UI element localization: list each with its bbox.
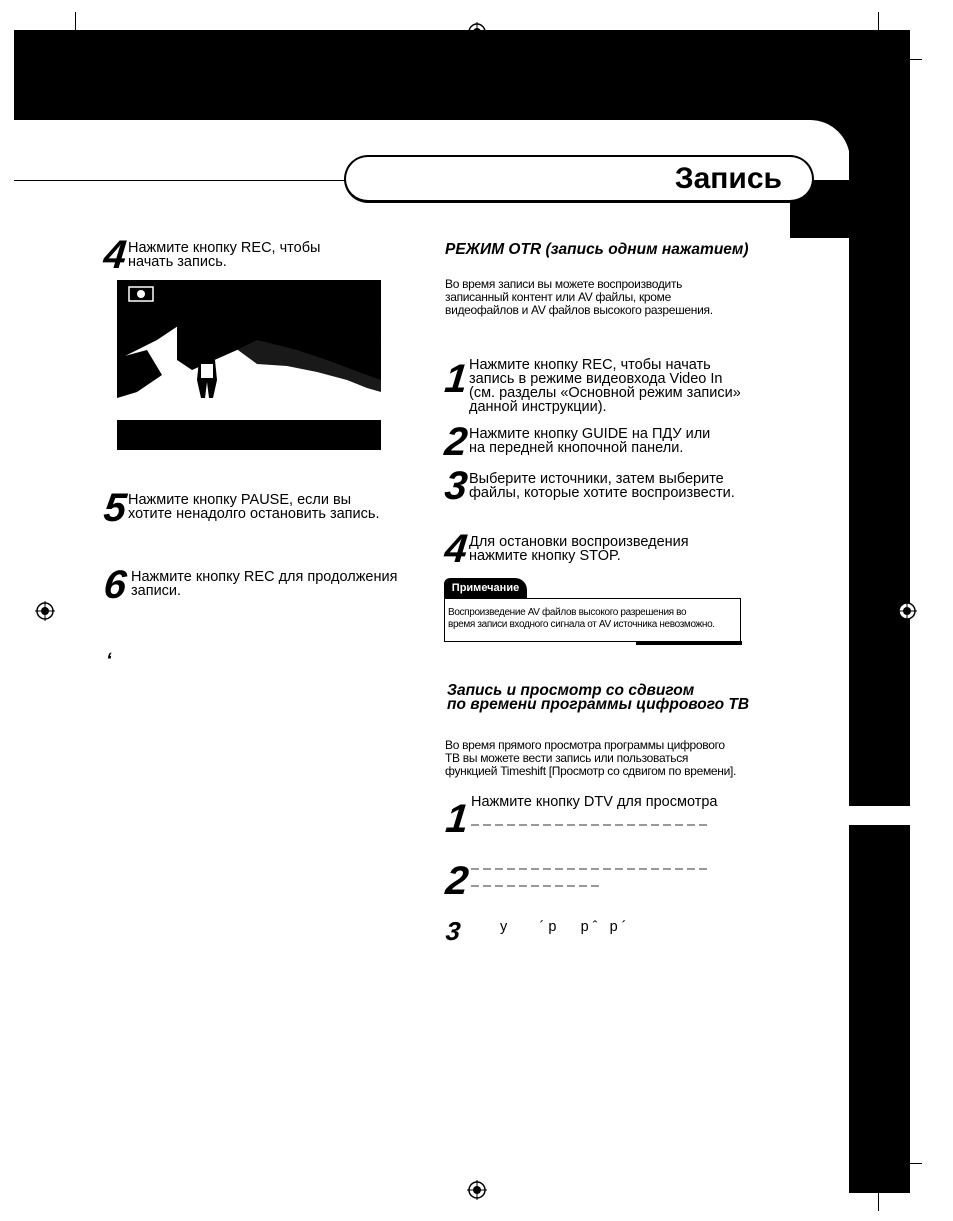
title-rule [14, 180, 348, 181]
registration-mark-icon [35, 601, 55, 621]
section-heading-timeshift: Запись и просмотр со сдвигом по времени программы цифрового ТВ [447, 682, 750, 713]
step-text: Нажмите кнопку GUIDE на ПДУ или на передней кнопочной панели. [469, 426, 711, 456]
faded-text-line [471, 885, 601, 887]
step-number: 5 [101, 486, 129, 530]
step-text: Нажмите кнопку PAUSE, если вы хотите ненадолго остановить запись. [128, 492, 380, 522]
note-label: Примечание [444, 578, 527, 598]
otr-intro: Во время записи вы можете воспроизводить записанный контент или AV файлы, кроме видеофайлов и AV файлов высокого разрешения. [445, 277, 713, 317]
registration-mark-icon [467, 22, 487, 42]
step-text: Для остановки воспроизведения нажмите кнопку STOP. [469, 534, 689, 564]
step-text: у ´ р р ˆ р ´ [500, 919, 627, 935]
step-number: 4 [101, 233, 129, 277]
crop-mark [890, 59, 922, 60]
title-rule [817, 180, 849, 183]
faded-text-line [471, 868, 711, 870]
faded-text-line [471, 824, 711, 826]
side-tab-upper [849, 150, 910, 806]
registration-mark-icon [897, 601, 917, 621]
step-number: 3 [444, 916, 463, 946]
step-number: 1 [442, 357, 470, 401]
section-heading-otr: РЕЖИМ OTR (запись одним нажатием) [445, 241, 749, 258]
header-band [14, 30, 910, 120]
step-number: 1 [443, 797, 471, 841]
page-title: Запись [674, 162, 782, 195]
step-number-fragment: ʻ [106, 650, 112, 672]
step-number: 2 [442, 420, 470, 464]
side-tab-lower [849, 825, 910, 1193]
crop-mark [75, 12, 76, 48]
step-number: 3 [442, 464, 470, 508]
note-text: Воспроизведение AV файлов высокого разрешения во время записи входного сигнала от AV источника невозможно. [444, 598, 741, 642]
note-underline [636, 641, 742, 645]
timeshift-intro: Во время прямого просмотра программы цифрового ТВ вы можете вести запись или пользоваться функцией Timeshift [Просмотр со сдвигом по времени]. [445, 738, 737, 778]
step-text: Нажмите кнопку REC, чтобы начать запись в режиме видеовхода Video In (см. разделы «Основной режим записи» данной инструкции). [469, 357, 741, 415]
step-number: 4 [442, 527, 470, 571]
crop-mark [878, 1175, 879, 1211]
step-number: 2 [443, 859, 471, 903]
registration-mark-icon [467, 1180, 487, 1200]
step-number: 6 [101, 563, 129, 607]
step-text: Выберите источники, затем выберите файлы, которые хотите воспроизвести. [469, 471, 735, 501]
step-text: Нажмите кнопку REC для продолжения записи. [131, 569, 398, 599]
step-text: Нажмите кнопку DTV для просмотра [471, 794, 718, 810]
crop-mark [30, 59, 62, 60]
record-dot-icon [137, 290, 145, 298]
recording-screen-image [117, 280, 381, 450]
crop-mark [890, 1163, 922, 1164]
step-text: Нажмите кнопку REC, чтобы начать запись. [128, 240, 321, 270]
crop-mark [878, 12, 879, 48]
